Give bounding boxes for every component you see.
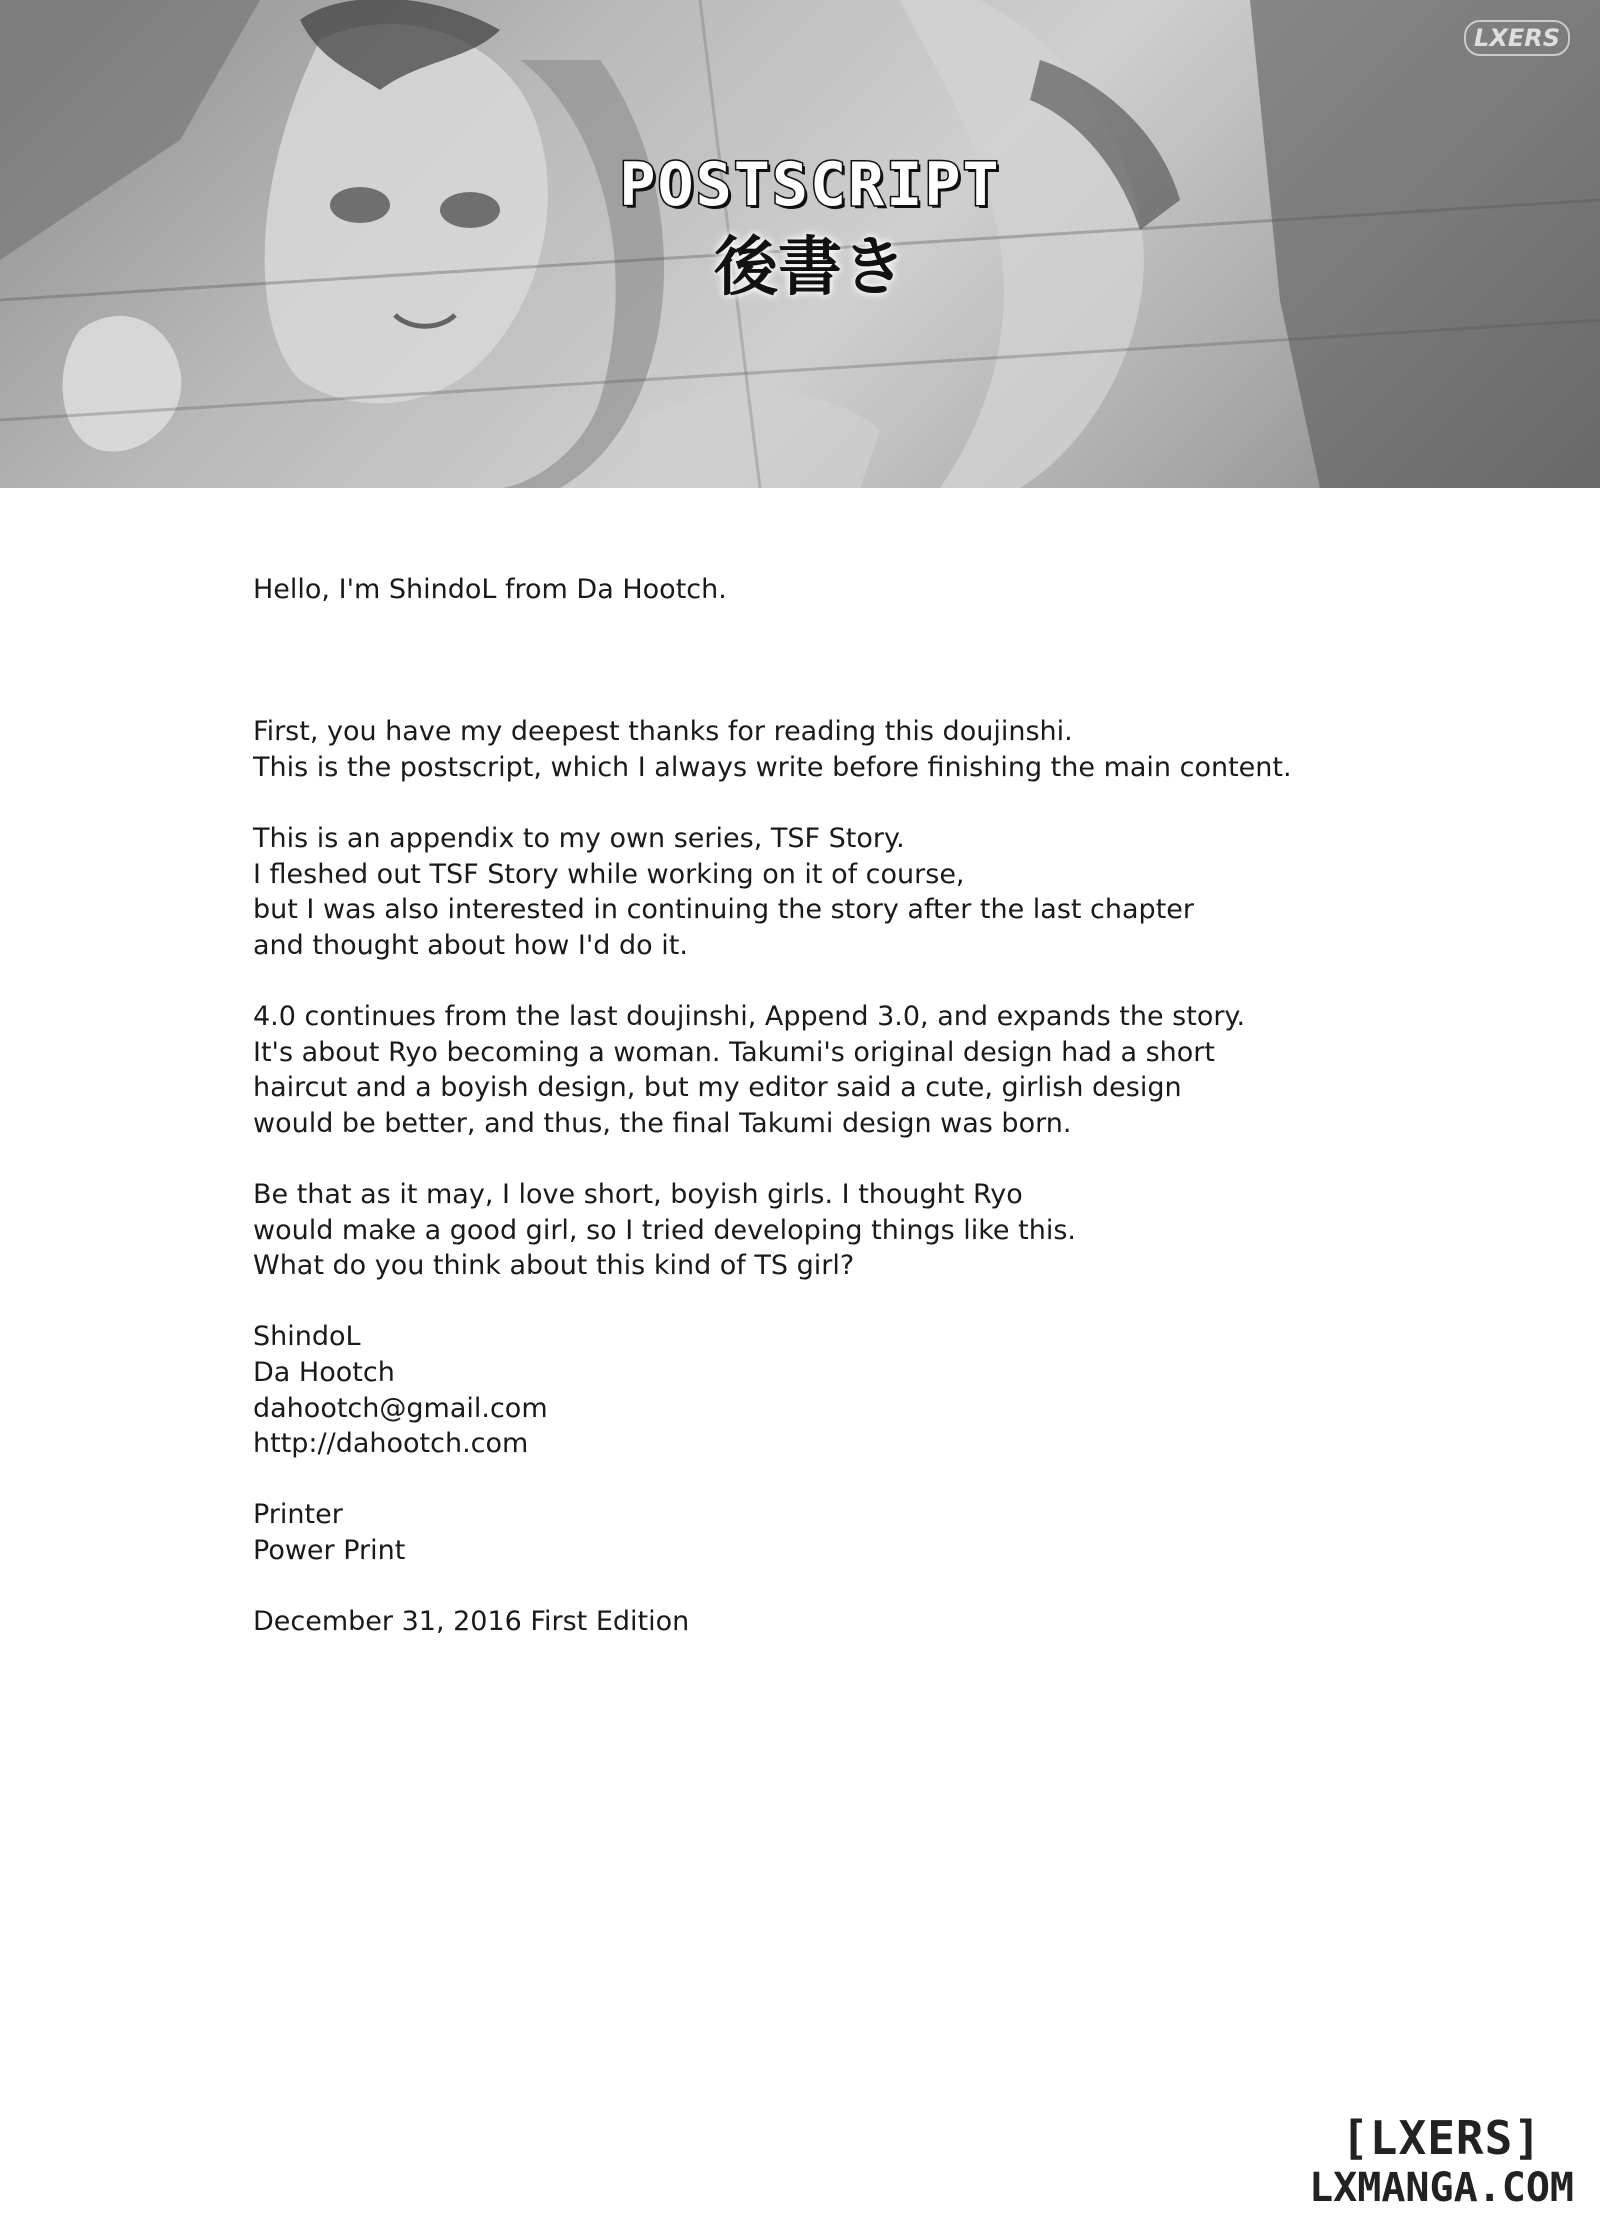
printer-info: [253, 1497, 1453, 1568]
page-title: POSTSCRIPT: [619, 150, 1001, 220]
thanks-paragraph: [253, 714, 1453, 785]
text-line: This is an appendix to my own series, TSF Story.: [253, 823, 905, 855]
author-name: ShindoL: [253, 1321, 361, 1353]
greeting-paragraph: [253, 572, 1453, 608]
page-title-japanese: 後書き: [714, 231, 906, 305]
circle-name: Da Hootch: [253, 1357, 395, 1389]
edition-date: December 31, 2016 First Edition: [253, 1606, 690, 1638]
text-line: and thought about how I'd do it.: [253, 929, 688, 961]
text-line: but I was also interested in continuing the story after the last chapter: [253, 894, 1194, 926]
text-line: [253, 643, 1453, 679]
text-line: haircut and a boyish design, but my editor said a cute, girlish design: [253, 1072, 1182, 1104]
text-line: This is the postscript, which I always write before finishing the main content.: [253, 751, 1292, 783]
email-address: dahootch@gmail.com: [253, 1392, 548, 1424]
edition-info: [253, 1604, 1453, 1640]
text-line: 4.0 continues from the last doujinshi, Append 3.0, and expands the story.: [253, 1001, 1246, 1033]
opinion-paragraph: [253, 1177, 1453, 1284]
title-block: [0, 150, 1600, 308]
text-line: I fleshed out TSF Story while working on it of course,: [253, 858, 965, 890]
printer-label: Printer: [253, 1499, 343, 1531]
text-line: Be that as it may, I love short, boyish girls. I thought Ryo: [253, 1179, 1023, 1211]
spacer-paragraph: [253, 643, 1453, 679]
text-line: would make a good girl, so I tried developing things like this.: [253, 1214, 1076, 1246]
text-line: It's about Ryo becoming a woman. Takumi's original design had a short: [253, 1036, 1215, 1068]
author-contact: [253, 1319, 1453, 1461]
header-illustration: [0, 0, 1600, 488]
watermark-site: LXMANGA.COM: [1309, 2165, 1574, 2211]
story-paragraph: [253, 999, 1453, 1141]
text-line: First, you have my deepest thanks for reading this doujinshi.: [253, 716, 1073, 748]
text-line: Hello, I'm ShindoL from Da Hootch.: [253, 574, 727, 605]
appendix-paragraph: [253, 821, 1453, 963]
footer-watermark: [1309, 2111, 1574, 2211]
watermark-brand: [LXERS]: [1341, 2111, 1542, 2165]
website-url: http://dahootch.com: [253, 1428, 529, 1460]
printer-name: Power Print: [253, 1535, 406, 1567]
site-logo: LXERS: [1464, 20, 1570, 56]
text-line: would be better, and thus, the final Takumi design was born.: [253, 1107, 1072, 1139]
postscript-body: [253, 572, 1453, 1675]
text-line: What do you think about this kind of TS girl?: [253, 1250, 855, 1282]
